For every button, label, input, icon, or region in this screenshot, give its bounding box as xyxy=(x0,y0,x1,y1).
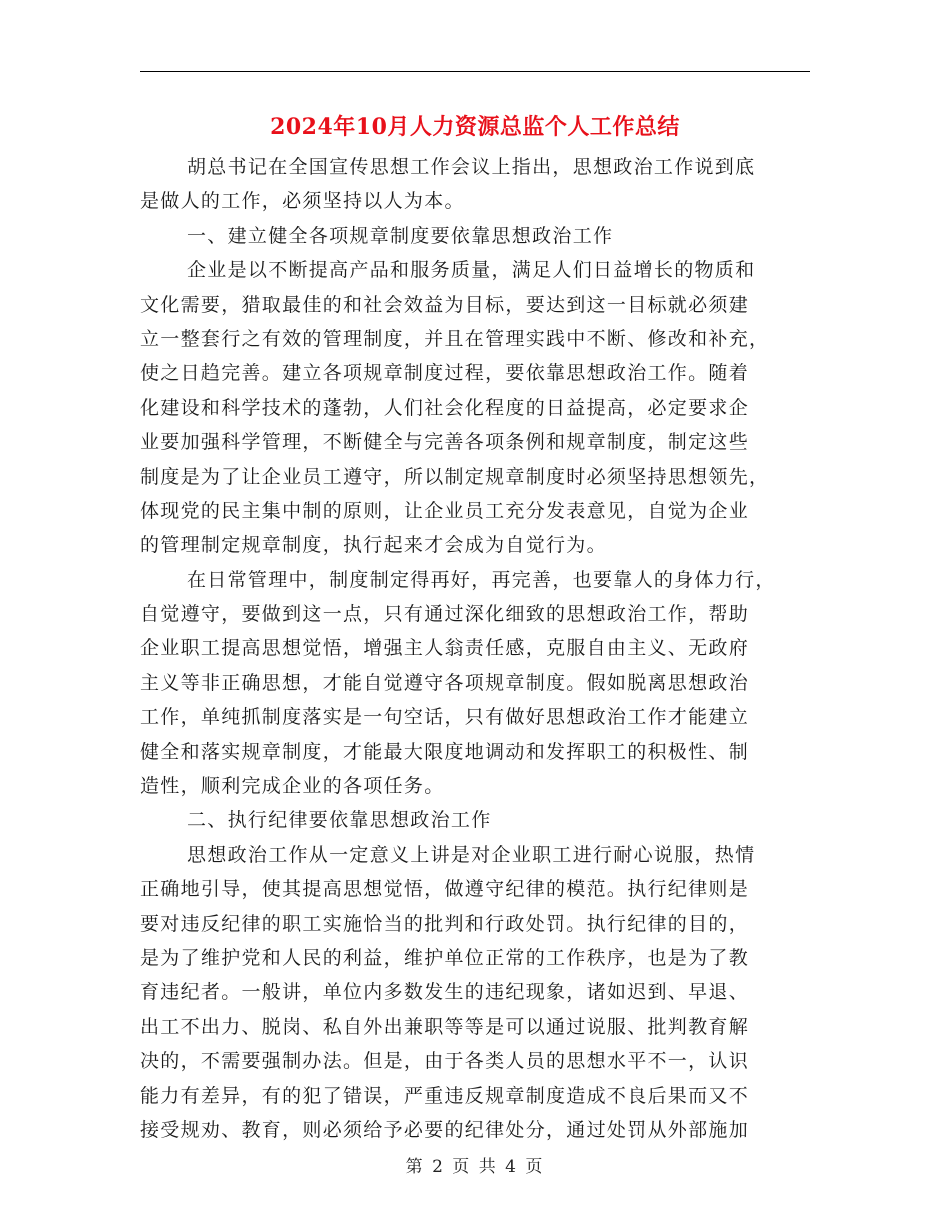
text-line: 主义等非正确思想，才能自觉遵守各项规章制度。假如脱离思想政治 xyxy=(140,671,750,694)
text-line: 出工不出力、脱岗、私自外出兼职等等是可以通过说服、批判教育解 xyxy=(140,1015,750,1038)
text-line: 企业职工提高思想觉悟，增强主人翁责任感，克服自由主义、无政府 xyxy=(140,637,750,660)
text-line: 胡总书记在全国宣传思想工作会议上指出，思想政治工作说到底 xyxy=(187,156,756,178)
text-line: 企业是以不断提高产品和服务质量，满足人们日益增长的物质和 xyxy=(187,259,756,282)
text-line: 接受规劝、教育，则必须给予必要的纪律处分，通过处罚从外部施加 xyxy=(140,1118,750,1141)
page-footer: 第 2 页 共 4 页 xyxy=(405,1157,545,1177)
text-line: 在日常管理中，制度制定得再好，再完善，也要靠人的身体力行， xyxy=(187,568,776,591)
document-title: 2024年10月人力资源总监个人工作总结 xyxy=(270,114,680,140)
text-line: 制度是为了让企业员工遵守，所以制定规章制度时必须坚持思想领先， xyxy=(140,465,770,488)
text-line: 工作，单纯抓制度落实是一句空话，只有做好思想政治工作才能建立 xyxy=(140,706,750,729)
section-heading: 二、执行纪律要依靠思想政治工作 xyxy=(187,809,492,832)
text-line: 立一整套行之有效的管理制度，并且在管理实践中不断、修改和补充， xyxy=(140,327,770,350)
text-line: 自觉遵守，要做到这一点，只有通过深化细致的思想政治工作，帮助 xyxy=(140,603,750,626)
text-line: 是做人的工作，必须坚持以人为本。 xyxy=(140,190,465,213)
text-line: 体现党的民主集中制的原则，让企业员工充分发表意见，自觉为企业 xyxy=(140,499,750,522)
text-line: 育违纪者。一般讲，单位内多数发生的违纪现象，诸如迟到、早退、 xyxy=(140,981,750,1004)
text-line: 思想政治工作从一定意义上讲是对企业职工进行耐心说服，热情 xyxy=(187,843,756,866)
text-line: 正确地引导，使其提高思想觉悟，做遵守纪律的模范。执行纪律则是 xyxy=(140,878,750,901)
text-line: 的管理制定规章制度，执行起来才会成为自觉行为。 xyxy=(140,534,607,557)
section-heading: 一、建立健全各项规章制度要依靠思想政治工作 xyxy=(187,224,614,247)
text-line: 造性，顺利完成企业的各项任务。 xyxy=(140,775,445,798)
text-line: 是为了维护党和人民的利益，维护单位正常的工作秩序，也是为了教 xyxy=(140,946,750,969)
text-line: 健全和落实规章制度，才能最大限度地调动和发挥职工的积极性、制 xyxy=(140,740,750,763)
header-rule xyxy=(140,71,810,72)
text-line: 业要加强科学管理，不断健全与完善各项条例和规章制度，制定这些 xyxy=(140,431,750,454)
text-line: 化建设和科学技术的蓬勃，人们社会化程度的日益提高，必定要求企 xyxy=(140,396,750,419)
document-body xyxy=(140,150,810,1147)
text-line: 文化需要，猎取最佳的和社会效益为目标，要达到这一目标就必须建 xyxy=(140,293,750,316)
text-line: 决的，不需要强制办法。但是，由于各类人员的思想水平不一，认识 xyxy=(140,1050,750,1073)
text-line: 能力有差异，有的犯了错误，严重违反规章制度造成不良后果而又不 xyxy=(140,1084,750,1107)
text-line: 使之日趋完善。建立各项规章制度过程，要依靠思想政治工作。随着 xyxy=(140,362,750,385)
text-line: 要对违反纪律的职工实施恰当的批判和行政处罚。执行纪律的目的， xyxy=(140,912,750,935)
